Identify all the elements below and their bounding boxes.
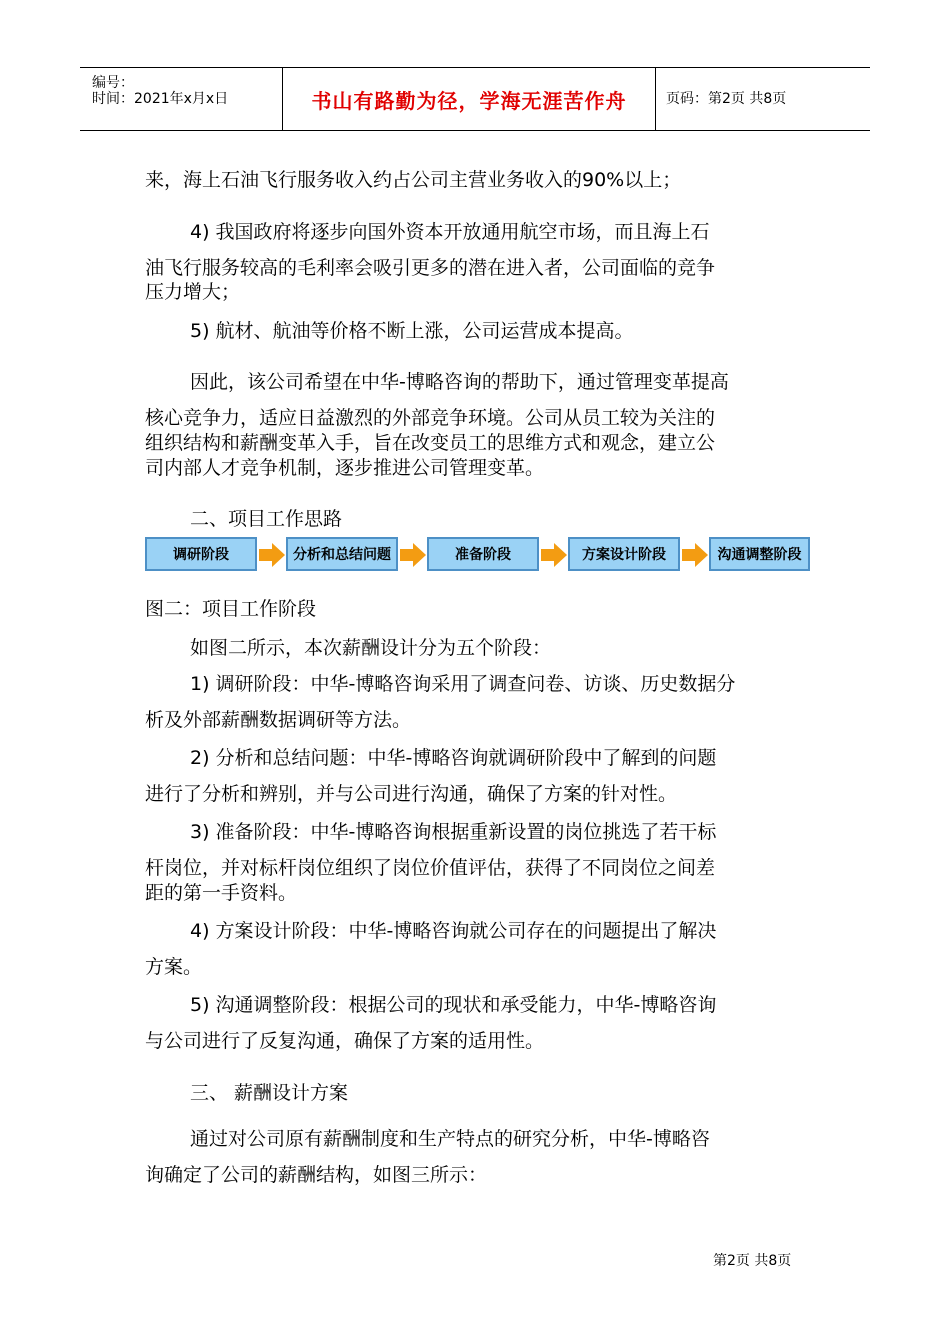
page-footer: 第2页 共8页 [713,1253,792,1269]
doc-time-label: 时间：2021年x月x日 [92,91,229,107]
header-motto-cell [283,68,656,130]
paragraph-line: 进行了分析和辨别，并与公司进行沟通，确保了方案的针对性。 [145,783,678,805]
header-page-cell [656,68,870,130]
paragraph-line: 压力增大； [145,281,241,303]
flow-step-adjust: 沟通调整阶段 [709,537,810,571]
paragraph-line: 5) 航材、航油等价格不断上涨，公司运营成本提高。 [190,320,634,342]
flow-step-research: 调研阶段 [145,537,257,571]
paragraph-line: 距的第一手资料。 [145,882,298,904]
page-header [80,67,870,131]
paragraph-line: 与公司进行了反复沟通，确保了方案的适用性。 [145,1030,545,1052]
doc-number-label: 编号： [92,75,134,91]
paragraph-line: 1) 调研阶段：中华-博略咨询采用了调查问卷、访谈、历史数据分 [190,673,736,695]
paragraph-line: 3) 准备阶段：中华-博略咨询根据重新设置的岗位挑选了若干标 [190,821,717,843]
paragraph-line: 析及外部薪酬数据调研等方法。 [145,709,412,731]
paragraph-line: 2) 分析和总结问题：中华-博略咨询就调研阶段中了解到的问题 [190,747,717,769]
paragraph-line: 核心竞争力，适应日益激烈的外部竞争环境。公司从员工较为关注的 [145,407,716,429]
paragraph-line: 因此，该公司希望在中华-博略咨询的帮助下，通过管理变革提高 [190,371,729,393]
flow-step-design: 方案设计阶段 [568,537,680,571]
paragraph-line: 5) 沟通调整阶段：根据公司的现状和承受能力，中华-博略咨询 [190,994,717,1016]
section-heading: 三、 薪酬设计方案 [190,1082,349,1104]
paragraph-line: 杆岗位，并对标杆岗位组织了岗位价值评估，获得了不同岗位之间差 [145,857,716,879]
paragraph-line: 油飞行服务较高的毛利率会吸引更多的潜在进入者，公司面临的竞争 [145,257,716,279]
flow-step-preparation: 准备阶段 [427,537,539,571]
flow-step-analysis: 分析和总结问题 [286,537,398,571]
paragraph-line: 如图二所示，本次薪酬设计分为五个阶段： [190,637,552,659]
paragraph-line: 方案。 [145,956,203,978]
page-number-label: 页码：第2页 共8页 [666,91,787,107]
work-phase-diagram [145,535,810,575]
paragraph-line: 组织结构和薪酬变革入手，旨在改变员工的思维方式和观念，建立公 [145,432,716,454]
motto-text: 书山有路勤为径，学海无涯苦作舟 [311,88,627,113]
paragraph-line: 询确定了公司的薪酬结构，如图三所示： [145,1164,488,1186]
paragraph-line: 来，海上石油飞行服务收入约占公司主营业务收入的90%以上； [145,169,682,191]
paragraph-line: 4) 方案设计阶段：中华-博略咨询就公司存在的问题提出了解决 [190,920,717,942]
paragraph-line: 通过对公司原有薪酬制度和生产特点的研究分析，中华-博略咨 [190,1128,710,1150]
paragraph-line: 司内部人才竞争机制，逐步推进公司管理变革。 [145,457,545,479]
header-info-cell [80,68,283,130]
section-heading: 二、项目工作思路 [190,508,343,530]
paragraph-line: 4) 我国政府将逐步向国外资本开放通用航空市场，而且海上石 [190,221,710,243]
figure-caption: 图二：项目工作阶段 [145,598,317,620]
